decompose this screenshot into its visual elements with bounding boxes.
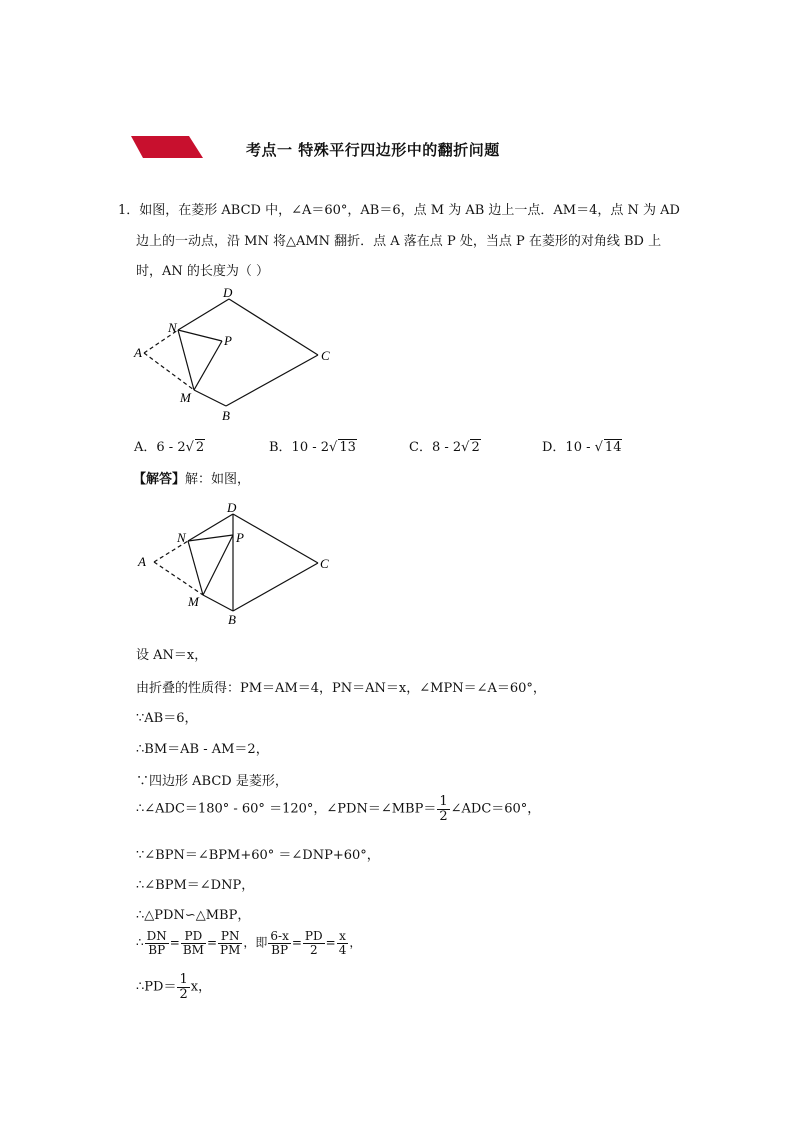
q-label-B: B (222, 408, 230, 423)
half-fraction: $\frac{1}{2}$ (439, 794, 448, 824)
section-banner (131, 136, 203, 158)
solution-step-6: ∴∠ADC＝180° - 60° ＝120°，∠PDN＝∠MBP＝ $\frac{1}{2}$ ∠ADC＝60°， (136, 794, 541, 824)
q-label-N: N (168, 320, 177, 335)
s-label-C: C (320, 556, 329, 571)
s-label-A: A (138, 554, 146, 569)
solution-step-2: 由折叠的性质得：PM＝AM＝4，PN＝AN＝x，∠MPN＝∠A＝60°， (136, 681, 546, 696)
question-line-1: 1．如图，在菱形 ABCD 中，∠A＝60°，AB＝6，点 M 为 AB 边上一点．AM＝4，点 N 为 AD (118, 203, 680, 218)
s-label-N: N (177, 530, 186, 545)
s-label-B: B (228, 612, 236, 627)
fraction-6x-bp: $\frac{6-x}{BP}$ (270, 929, 289, 957)
s-label-P: P (236, 530, 244, 545)
q-label-P: P (224, 333, 232, 348)
option-c: C．8 - 2√ 2 (409, 440, 480, 455)
solution-step-5: ∵四边形 ABCD 是菱形， (136, 774, 288, 789)
solution-step-7: ∵∠BPN＝∠BPM+60° ＝∠DNP+60°， (136, 848, 380, 863)
fraction-dn-bp: $\frac{DN}{BP}$ (146, 929, 167, 957)
solution-step-8: ∴∠BPM＝∠DNP， (136, 878, 255, 893)
option-d: D．10 - √ 14 (542, 440, 622, 455)
question-figure (128, 282, 338, 427)
solution-step-10: ∴ $\frac{DN}{BP}$ = $\frac{PD}{BM}$ = $\frac{PN}{PM}$ ，即 $\frac{6-x}{BP}$ = $\frac{PD}{2}$ = $\frac{x}{4}$ ， (136, 929, 362, 957)
option-b: B．10 - 2√ 13 (269, 440, 356, 455)
section-heading: 考点一 特殊平行四边形中的翻折问题 (246, 141, 500, 159)
q-label-C: C (321, 348, 330, 363)
fraction-x-4: $\frac{x}{4}$ (338, 929, 347, 957)
solution-step-11: ∴PD＝ $\frac{1}{2}$ x， (136, 972, 212, 1002)
solution-step-9: ∴△PDN∽△MBP， (136, 908, 251, 923)
fraction-pn-pm: $\frac{PN}{PM}$ (220, 929, 241, 957)
solution-step-3: ∵AB＝6， (136, 711, 198, 726)
question-line-3: 时，AN 的长度为（ ） (136, 264, 270, 279)
answer-tag: 【解答】 (133, 472, 186, 487)
s-label-M: M (188, 594, 199, 609)
s-label-D: D (227, 500, 237, 515)
fraction-pd-2: $\frac{PD}{2}$ (304, 929, 323, 957)
q-label-A: A (134, 345, 142, 360)
solution-figure (130, 498, 340, 628)
fraction-pd-bm: $\frac{PD}{BM}$ (182, 929, 204, 957)
q-label-D: D (223, 285, 233, 300)
solution-intro: 解：如图， (185, 472, 251, 487)
fraction-half-x: $\frac{1}{2}$ (179, 972, 188, 1002)
option-a: A．6 - 2√ 2 (134, 440, 205, 455)
solution-step-4: ∴BM＝AB - AM＝2， (136, 742, 269, 757)
solution-header (133, 468, 250, 487)
solution-step-1: 设 AN＝x， (136, 648, 208, 663)
question-line-2: 边上的一动点，沿 MN 将△AMN 翻折．点 A 落在点 P 处，当点 P 在菱形的对角线 BD 上 (136, 234, 662, 249)
q-label-M: M (180, 390, 191, 405)
